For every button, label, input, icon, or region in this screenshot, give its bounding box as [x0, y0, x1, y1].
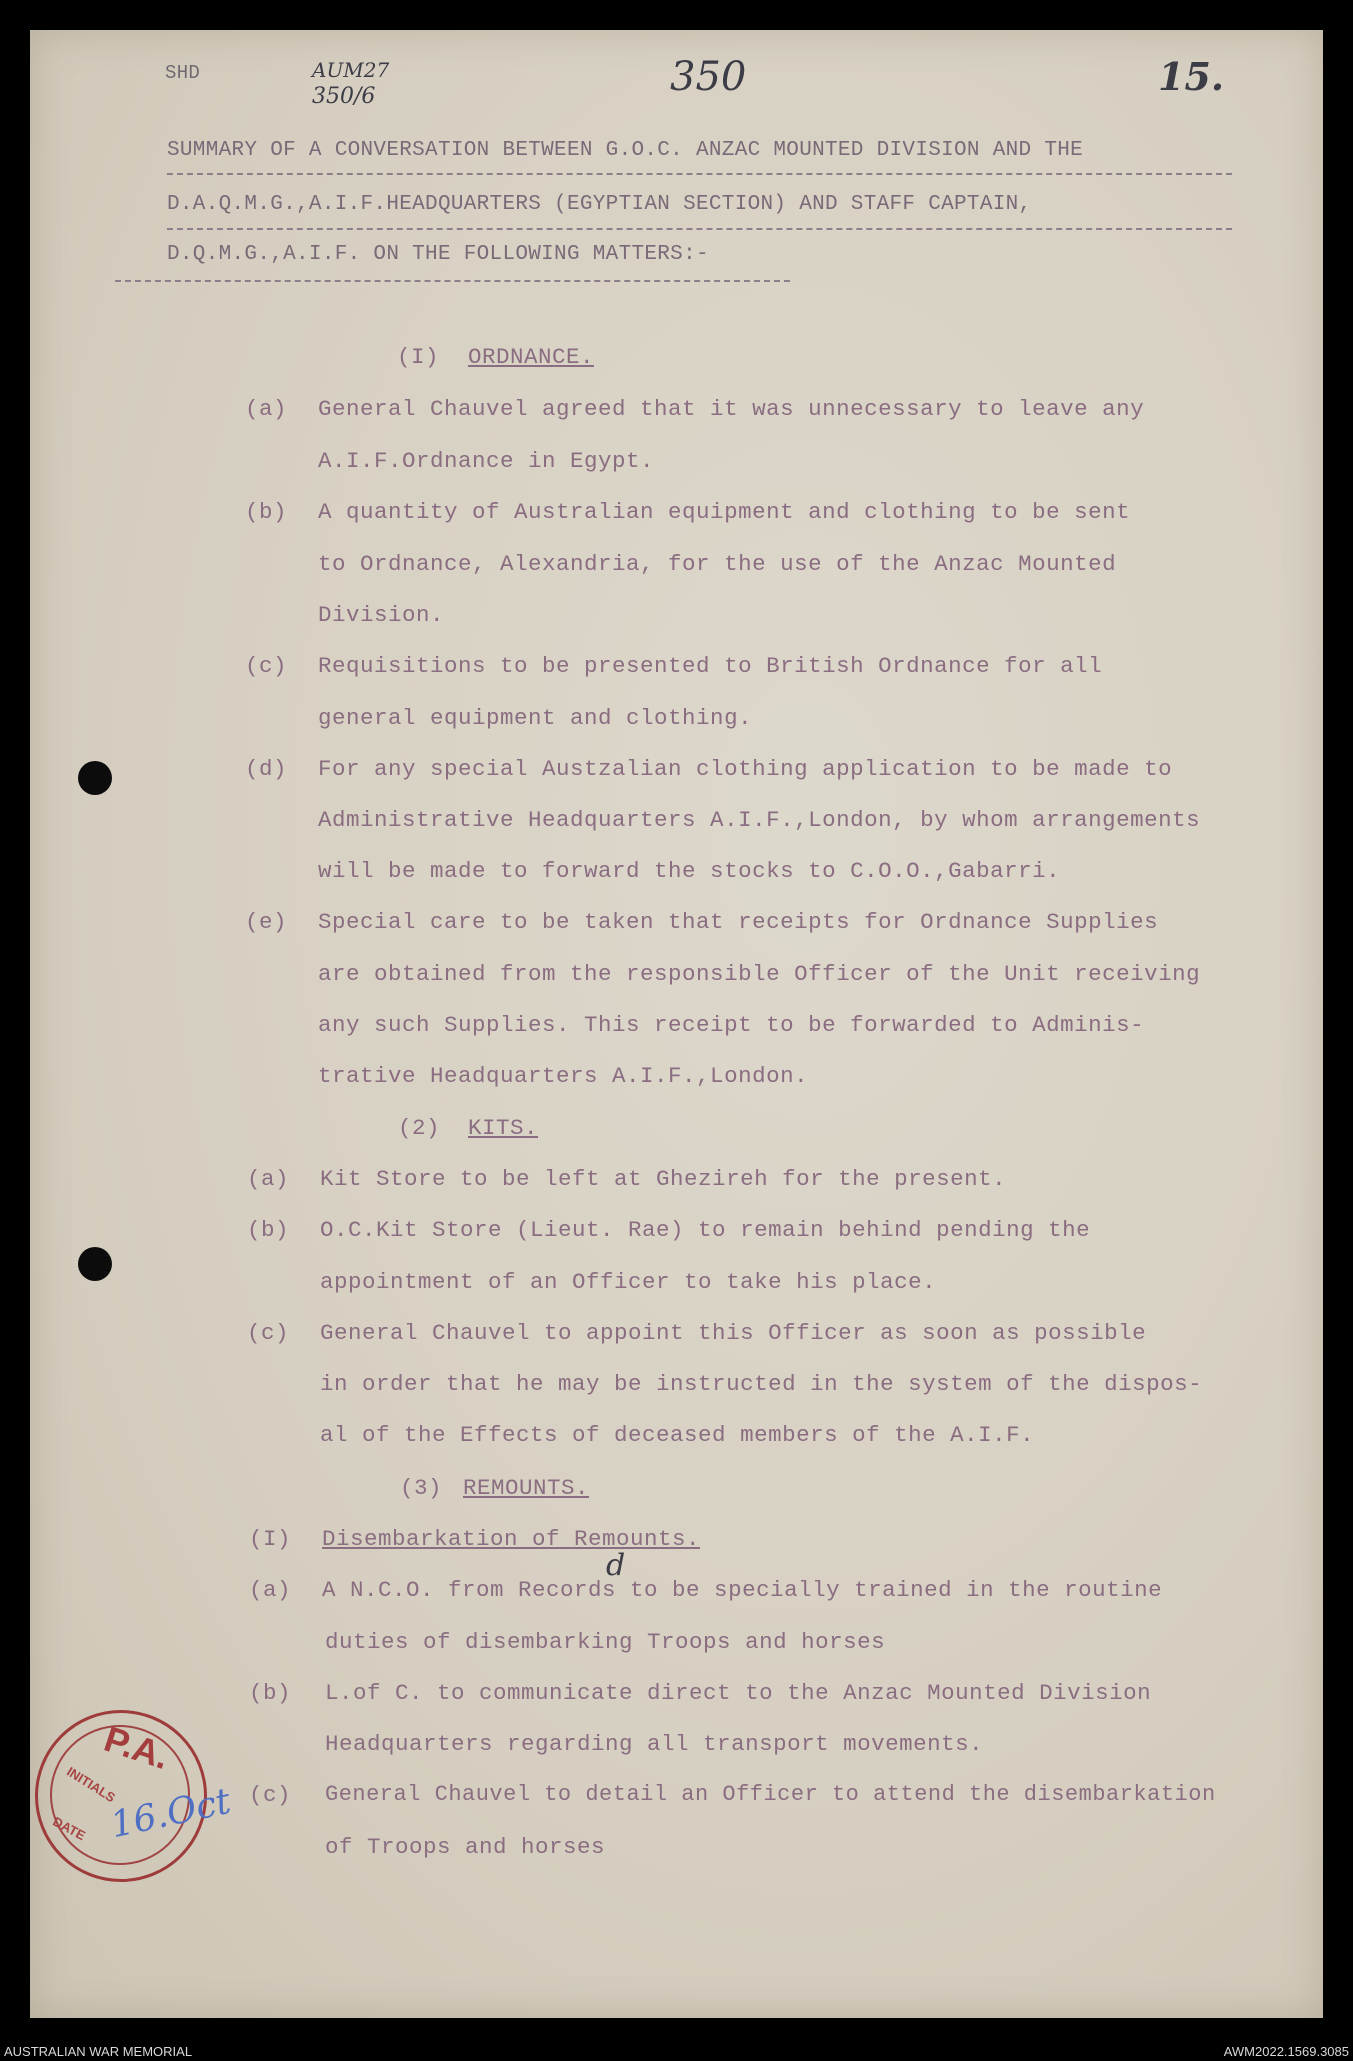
stamp-letters: P.A. [99, 1717, 175, 1778]
handwritten-correction: d [606, 1548, 626, 1583]
item-text: in order that he may be instructed in the system of the dispos- [320, 1371, 1203, 1397]
item-text: A.I.F.Ordnance in Egypt. [318, 448, 655, 474]
item-text: Kit Store to be left at Ghezireh for the present. [320, 1166, 1007, 1192]
item-text: Requisitions to be presented to British Ordnance for all [318, 653, 1103, 679]
section-number-ordnance: (I) [397, 344, 440, 370]
shd-mark: SHD [165, 62, 201, 84]
aum-reference: AUM27 [312, 58, 390, 82]
item-text: any such Supplies. This receipt to be forwarded to Adminis- [318, 1012, 1145, 1038]
item-label: (a) [249, 1577, 292, 1603]
item-label: (d) [245, 756, 288, 782]
item-text: General Chauvel to detail an Officer to attend the disembarkation [325, 1782, 1216, 1807]
punch-hole-top [78, 761, 112, 795]
page-number: 350 [670, 54, 747, 100]
item-text: General Chauvel to appoint this Officer as soon as possible [320, 1320, 1147, 1346]
footer-source: AUSTRALIAN WAR MEMORIAL [4, 2044, 193, 2059]
item-text: A quantity of Australian equipment and clothing to be sent [318, 499, 1131, 525]
section-number-remounts: (3) [400, 1475, 443, 1501]
item-text: duties of disembarking Troops and horses [325, 1629, 886, 1655]
item-label: (b) [249, 1680, 292, 1706]
item-text: For any special Austzalian clothing application to be made to [318, 756, 1173, 782]
pa-stamp [35, 1710, 235, 1882]
item-label: (e) [245, 909, 288, 935]
item-label: (b) [247, 1217, 290, 1243]
heading-line-2: D.A.Q.M.G.,A.I.F.HEADQUARTERS (EGYPTIAN SECTION) AND STAFF CAPTAIN, [167, 193, 1032, 216]
item-text: general equipment and clothing. [318, 705, 753, 731]
item-label: (c) [245, 653, 288, 679]
folio-number: 15. [1158, 54, 1225, 99]
item-text: trative Headquarters A.I.F.,London. [318, 1063, 809, 1089]
item-text: will be made to forward the stocks to C.O.O.,Gabarri. [318, 858, 1061, 884]
section-title-ordnance: ORDNANCE. [468, 344, 595, 370]
item-label: (c) [247, 1320, 290, 1346]
subsection-title: Disembarkation of Remounts. [322, 1526, 701, 1552]
item-text: General Chauvel agreed that it was unnecessary to leave any [318, 396, 1145, 422]
item-label: (a) [247, 1166, 290, 1192]
section-number-kits: (2) [398, 1115, 441, 1141]
item-text: Administrative Headquarters A.I.F.,London, by whom arrangements [318, 807, 1201, 833]
reference-number: 350/6 [312, 84, 376, 109]
item-text: are obtained from the responsible Officer of the Unit receiving [318, 961, 1201, 987]
item-text: A N.C.O. from Records to be specially trained in the routine [322, 1577, 1163, 1603]
footer-accession: AWM2022.1569.3085 [1223, 2044, 1349, 2059]
item-text: Division. [318, 602, 445, 628]
item-text: appointment of an Officer to take his place. [320, 1269, 937, 1295]
heading-line-1: SUMMARY OF A CONVERSATION BETWEEN G.O.C. ANZAC MOUNTED DIVISION AND THE [167, 139, 1084, 162]
item-text: to Ordnance, Alexandria, for the use of the Anzac Mounted [318, 551, 1117, 577]
item-text: al of the Effects of deceased members of the A.I.F. [320, 1422, 1035, 1448]
item-label: (c) [249, 1782, 292, 1808]
section-title-kits: KITS. [468, 1115, 539, 1141]
stamp-initials-label: INITIALS [64, 1763, 119, 1806]
heading-rule-2 [167, 228, 1232, 230]
item-text: Headquarters regarding all transport movements. [325, 1731, 984, 1757]
item-text: Special care to be taken that receipts for Ordnance Supplies [318, 909, 1159, 935]
item-label: (a) [245, 396, 288, 422]
punch-hole-bottom [78, 1247, 112, 1281]
item-text: of Troops and horses [325, 1834, 606, 1860]
item-text: L.of C. to communicate direct to the Anzac Mounted Division [325, 1680, 1152, 1706]
stamp-signature: 16.Oct [107, 1780, 235, 1847]
section-title-remounts: REMOUNTS. [463, 1475, 590, 1501]
stamp-date-label: DATE [50, 1813, 88, 1844]
subsection-label: (I) [249, 1526, 292, 1552]
heading-line-3: D.Q.M.G.,A.I.F. ON THE FOLLOWING MATTERS:- [167, 243, 709, 266]
item-label: (b) [245, 499, 288, 525]
item-text: O.C.Kit Store (Lieut. Rae) to remain behind pending the [320, 1217, 1091, 1243]
heading-rule-1 [167, 173, 1232, 175]
heading-rule-3 [115, 280, 790, 282]
